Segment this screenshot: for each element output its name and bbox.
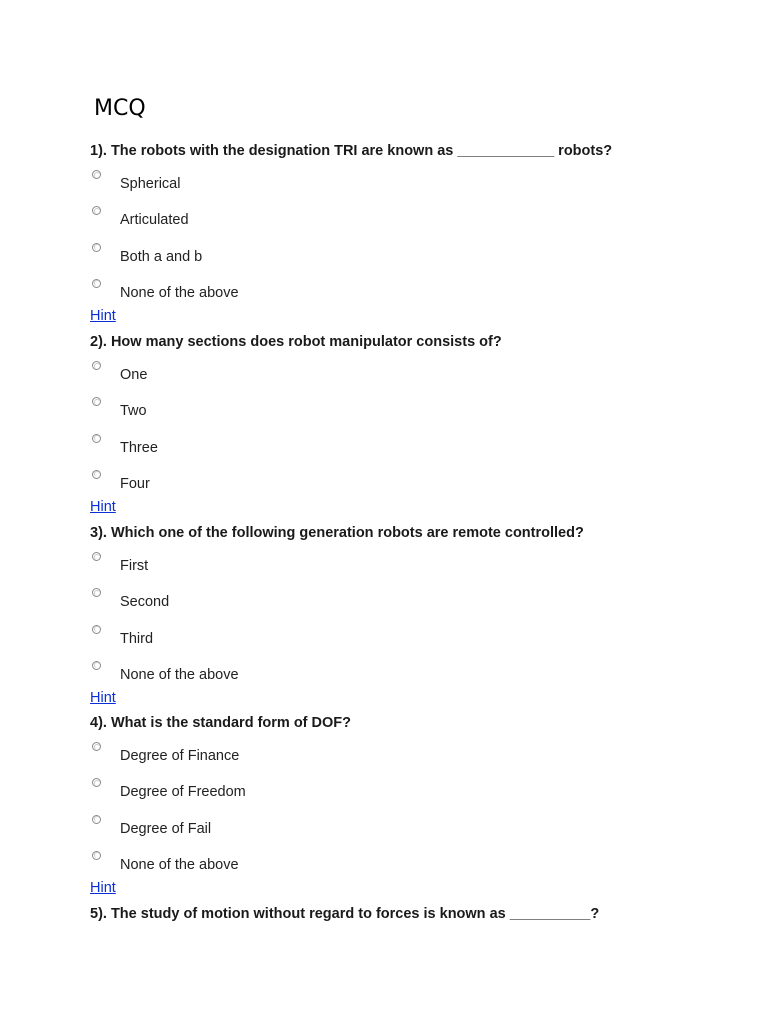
hint-link[interactable]: Hint <box>90 880 116 897</box>
option-item[interactable] <box>90 661 740 697</box>
radio-button[interactable] <box>92 742 101 751</box>
radio-button[interactable] <box>92 397 101 406</box>
question-3 <box>90 524 740 707</box>
question-2 <box>90 333 740 516</box>
option-item[interactable] <box>90 397 740 433</box>
option-label: Two <box>120 403 147 420</box>
radio-button[interactable] <box>92 661 101 670</box>
option-item[interactable] <box>90 625 740 661</box>
question-text: 5). The study of motion without regard to forces is known as __________? <box>90 906 600 922</box>
option-item[interactable] <box>90 361 740 397</box>
question-5 <box>90 905 740 923</box>
option-item[interactable] <box>90 434 740 470</box>
radio-button[interactable] <box>92 552 101 561</box>
question-text: 1). The robots with the designation TRI are known as ____________ robots? <box>90 143 613 159</box>
option-label: Third <box>120 630 154 647</box>
hint-link[interactable]: Hint <box>90 690 116 707</box>
radio-button[interactable] <box>92 206 101 215</box>
radio-button[interactable] <box>92 778 101 787</box>
option-item[interactable] <box>90 470 740 506</box>
option-item[interactable] <box>90 206 740 242</box>
option-label: None of the above <box>120 856 239 873</box>
option-item[interactable] <box>90 279 740 315</box>
question-4 <box>90 714 740 897</box>
options-list <box>90 552 740 697</box>
option-item[interactable] <box>90 552 740 588</box>
option-label: Degree of Fail <box>120 820 212 837</box>
radio-button[interactable] <box>92 279 101 288</box>
question-text: 4). What is the standard form of DOF? <box>90 715 352 731</box>
options-list <box>90 742 740 887</box>
radio-button[interactable] <box>92 170 101 179</box>
page-title: MCQ <box>94 96 146 121</box>
option-item[interactable] <box>90 243 740 279</box>
question-1 <box>90 142 740 325</box>
option-label: Degree of Freedom <box>120 784 246 801</box>
radio-button[interactable] <box>92 815 101 824</box>
option-label: None of the above <box>120 666 239 683</box>
option-label: None of the above <box>120 284 239 301</box>
option-item[interactable] <box>90 778 740 814</box>
option-item[interactable] <box>90 170 740 206</box>
radio-button[interactable] <box>92 434 101 443</box>
hint-link[interactable]: Hint <box>90 308 116 325</box>
radio-button[interactable] <box>92 851 101 860</box>
option-label: Second <box>120 594 170 611</box>
option-item[interactable] <box>90 742 740 778</box>
option-label: Three <box>120 439 158 456</box>
option-item[interactable] <box>90 588 740 624</box>
hint-link[interactable]: Hint <box>90 499 116 516</box>
option-label: Both a and b <box>120 248 203 265</box>
question-text: 3). Which one of the following generation robots are remote controlled? <box>90 525 584 541</box>
question-text: 2). How many sections does robot manipulator consists of? <box>90 334 502 350</box>
option-label: Four <box>120 475 150 492</box>
radio-button[interactable] <box>92 470 101 479</box>
radio-button[interactable] <box>92 361 101 370</box>
options-list <box>90 170 740 315</box>
option-label: Spherical <box>120 176 181 192</box>
radio-button[interactable] <box>92 243 101 252</box>
option-label: One <box>120 367 148 383</box>
radio-button[interactable] <box>92 625 101 634</box>
option-item[interactable] <box>90 815 740 851</box>
option-item[interactable] <box>90 851 740 887</box>
options-list <box>90 361 740 506</box>
option-label: Articulated <box>120 212 189 229</box>
option-label: Degree of Finance <box>120 748 240 764</box>
option-label: First <box>120 558 149 574</box>
radio-button[interactable] <box>92 588 101 597</box>
